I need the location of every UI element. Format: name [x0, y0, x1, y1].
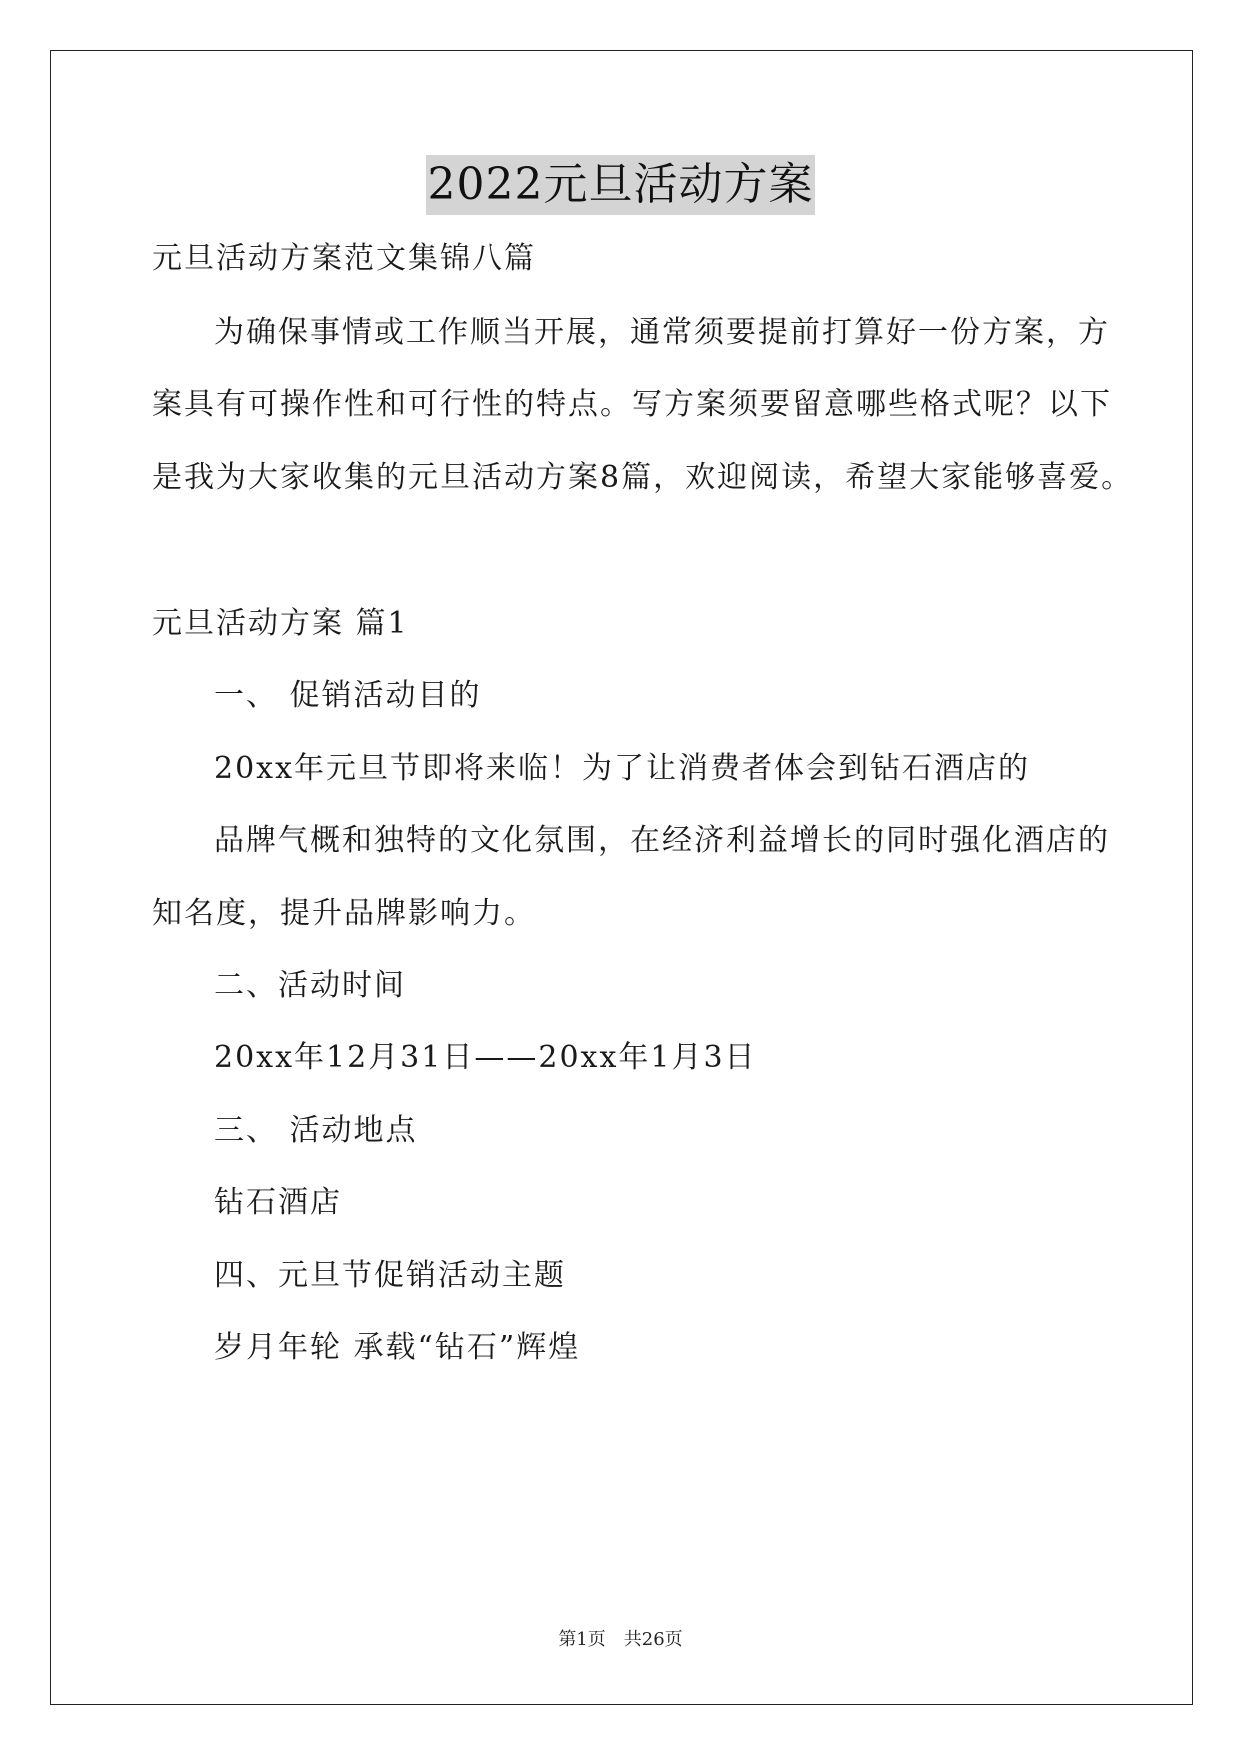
title-container: [0, 155, 1241, 215]
heading-theme: 四、元旦节促销活动主题: [214, 1258, 566, 1293]
intro-line-2: 案具有可操作性和可行性的特点。写方案须要留意哪些格式呢？以下: [152, 387, 1112, 422]
body-paragraph-line: 品牌气概和独特的文化氛围，在经济利益增长的同时强化酒店的: [214, 823, 1110, 858]
document-subtitle: 元旦活动方案范文集锦八篇: [152, 241, 536, 276]
intro-line-3: 是我为大家收集的元旦活动方案8篇，欢迎阅读，希望大家能够喜爱。: [152, 460, 1134, 495]
page-border: [50, 50, 1193, 1705]
body-paragraph-line: 20xx年元旦节即将来临！为了让消费者体会到钻石酒店的: [214, 751, 1031, 786]
section-heading: 元旦活动方案 篇1: [152, 606, 409, 641]
body-paragraph-line: 知名度，提升品牌影响力。: [152, 896, 536, 931]
page-number: 第1页 共26页: [558, 1629, 683, 1650]
heading-purpose: 一、 促销活动目的: [214, 678, 482, 713]
intro-line-1: 为确保事情或工作顺当开展，通常须要提前打算好一份方案，方: [214, 315, 1110, 350]
heading-time: 二、活动时间: [214, 968, 406, 1003]
heading-location: 三、 活动地点: [214, 1113, 418, 1148]
activity-time-value: 20xx年12月31日——20xx年1月3日: [214, 1040, 757, 1075]
activity-location-value: 钻石酒店: [214, 1185, 342, 1220]
activity-theme-value: 岁月年轮 承载“钻石”辉煌: [214, 1330, 581, 1365]
document-title: 2022元旦活动方案: [426, 155, 816, 215]
